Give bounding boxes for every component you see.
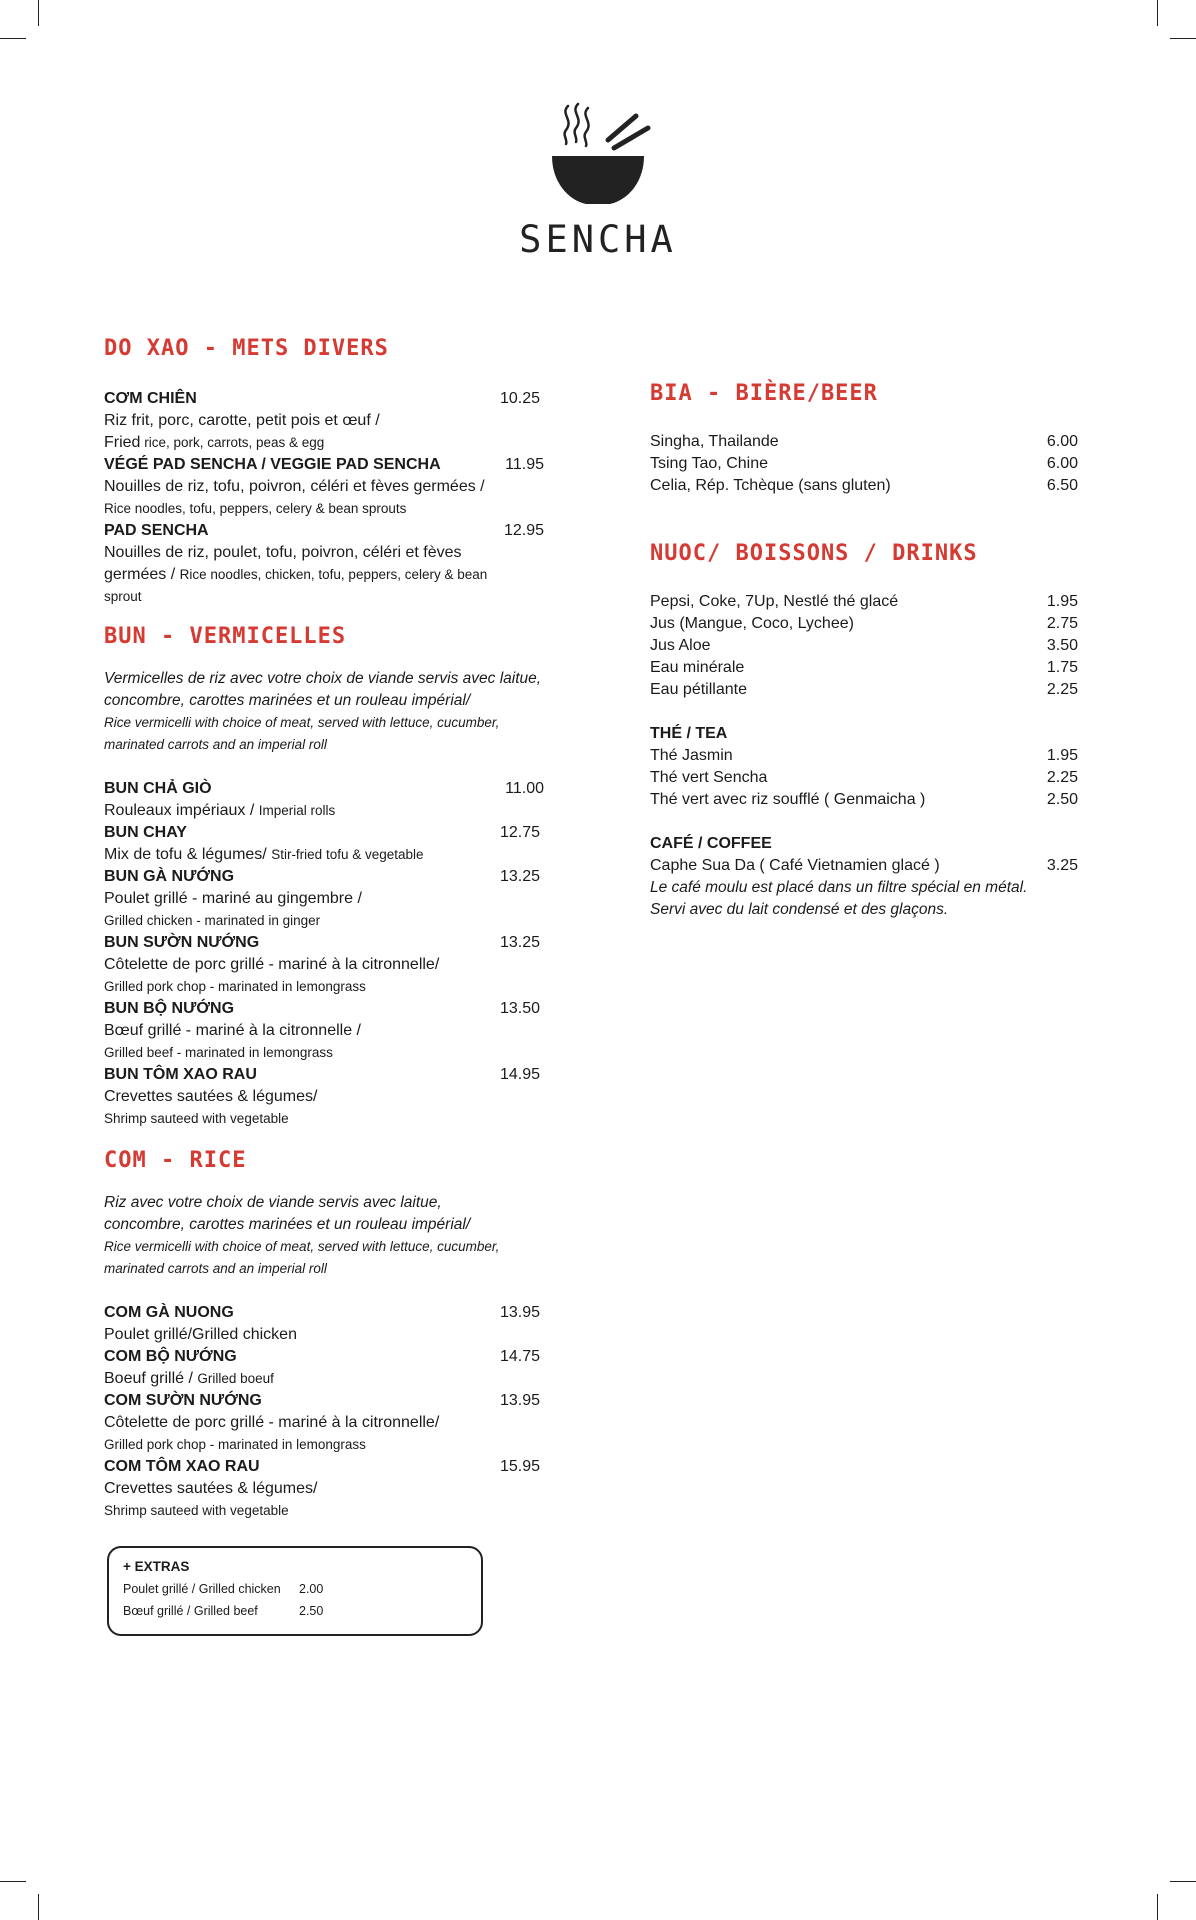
item-description: Mix de tofu & légumes/ (104, 846, 272, 863)
item-name: BUN SƯỜN NƯỚNG (104, 934, 260, 951)
item-name: BUN GÀ NƯỚNG (104, 868, 235, 885)
drink-row (650, 767, 1078, 789)
menu-item (104, 778, 544, 822)
item-description-en: Grilled pork chop - marinated in lemongrass (104, 979, 366, 994)
drink-price: 2.50 (1046, 791, 1078, 808)
drink-name: Thé vert Sencha (650, 769, 768, 786)
crop-mark (38, 0, 39, 26)
extras-row (123, 1600, 481, 1622)
drink-name: Singha, Thailande (650, 433, 779, 450)
logo (0, 100, 1196, 261)
item-price: 13.95 (499, 1392, 540, 1409)
item-description-en: Rice noodles, chicken, tofu, peppers, celery & bean (179, 567, 488, 582)
brand-name: SENCHA (519, 218, 677, 261)
extras-title: + EXTRAS (123, 1559, 190, 1574)
menu-item (104, 822, 544, 866)
section-intro: Riz avec votre choix de viande servis avec laitue, (104, 1194, 442, 1211)
item-description: Bœuf grillé - mariné à la citronnelle / (104, 1022, 361, 1039)
subsection-title-tea: THÉ / TEA (650, 725, 728, 742)
menu-item (104, 1346, 544, 1390)
item-price: 14.75 (499, 1348, 540, 1365)
crop-mark (38, 1894, 39, 1920)
section-intro: concombre, carottes marinées et un rouleau impérial/ (104, 1216, 471, 1233)
drink-row (650, 613, 1078, 635)
item-price: 13.25 (499, 868, 540, 885)
drink-row (650, 453, 1078, 475)
subsection-title-coffee: CAFÉ / COFFEE (650, 835, 772, 852)
item-price: 12.75 (499, 824, 540, 841)
drink-name: Celia, Rép. Tchèque (sans gluten) (650, 477, 891, 494)
extras-row (123, 1578, 481, 1600)
item-price: 13.95 (499, 1304, 540, 1321)
item-description-en: Stir-fried tofu & vegetable (271, 847, 424, 862)
menu-item (104, 1302, 544, 1346)
item-name: BUN CHẢ GIÒ (104, 780, 212, 797)
item-description-en: Shrimp sauteed with vegetable (104, 1503, 289, 1518)
drink-name: Pepsi, Coke, 7Up, Nestlé thé glacé (650, 593, 899, 610)
drink-price: 6.00 (1046, 455, 1078, 472)
menu-item (104, 388, 544, 454)
section-heading-bun: BUN - VERMICELLES (104, 624, 347, 649)
menu-item (104, 454, 544, 520)
spacer (650, 811, 1078, 833)
item-description: Crevettes sautées & légumes/ (104, 1480, 318, 1497)
item-description-en: Shrimp sauteed with vegetable (104, 1111, 289, 1126)
item-description-en-first-word: Fried (104, 434, 141, 451)
item-name: VÉGÉ PAD SENCHA / VEGGIE PAD SENCHA (104, 456, 441, 473)
section-intro: concombre, carottes marinées et un rouleau impérial/ (104, 692, 471, 709)
drink-price: 2.25 (1046, 769, 1078, 786)
drink-name: Thé Jasmin (650, 747, 733, 764)
crop-mark (1170, 38, 1196, 39)
spacer (104, 654, 544, 668)
item-description-en-cont: sprout (104, 589, 142, 604)
item-description-en: Grilled chicken - marinated in ginger (104, 913, 321, 928)
menu-item (104, 932, 544, 998)
spacer (104, 608, 544, 620)
item-name: COM BỘ NƯỚNG (104, 1348, 237, 1365)
menu-item (104, 1064, 544, 1130)
drink-price: 2.75 (1046, 615, 1078, 632)
drink-name: Jus Aloe (650, 637, 711, 654)
crop-mark (1157, 1894, 1158, 1920)
spacer (104, 1178, 544, 1192)
drink-name: Caphe Sua Da ( Café Vietnamien glacé ) (650, 857, 940, 874)
item-description-en: Grilled beef - marinated in lemongrass (104, 1045, 333, 1060)
crop-mark (0, 38, 26, 39)
spacer (104, 756, 544, 778)
menu-item (104, 866, 544, 932)
item-description: Nouilles de riz, poulet, tofu, poivron, céléri et fèves (104, 544, 462, 561)
drink-row (650, 431, 1078, 453)
section-heading-nuoc: NUOC/ BOISSONS / DRINKS (650, 541, 978, 566)
noodle-bowl-icon (538, 100, 658, 212)
section-heading-com: COM - RICE (104, 1148, 247, 1173)
menu-item (104, 520, 544, 608)
coffee-note: Le café moulu est placé dans un filtre spécial en métal. (650, 879, 1028, 896)
drink-name: Tsing Tao, Chine (650, 455, 768, 472)
drink-row (650, 591, 1078, 613)
item-name: COM TÔM XAO RAU (104, 1458, 260, 1475)
extras-price: 2.50 (299, 1604, 324, 1618)
item-name: PAD SENCHA (104, 522, 209, 539)
item-description: Poulet grillé - mariné au gingembre / (104, 890, 362, 907)
drink-price: 3.50 (1046, 637, 1078, 654)
drink-row (650, 745, 1078, 767)
extras-label: Poulet grillé / Grilled chicken (123, 1582, 281, 1596)
extras-price: 2.00 (299, 1582, 324, 1596)
drink-row (650, 475, 1078, 497)
section-heading-bia: BIA - BIÈRE/BEER (650, 381, 878, 406)
drink-row (650, 855, 1078, 877)
item-description-en: Grilled boeuf (197, 1371, 274, 1386)
section-intro-en: Rice vermicelli with choice of meat, served with lettuce, cucumber, (104, 1239, 500, 1254)
crop-mark (1170, 1881, 1196, 1882)
drink-price: 6.50 (1046, 477, 1078, 494)
item-price: 11.95 (505, 456, 544, 473)
item-price: 13.25 (499, 934, 540, 951)
spacer (650, 497, 1078, 537)
item-price: 13.50 (499, 1000, 540, 1017)
item-description: Nouilles de riz, tofu, poivron, céléri et fèves germées / (104, 478, 485, 495)
item-price: 15.95 (499, 1458, 540, 1475)
item-price: 14.95 (499, 1066, 540, 1083)
item-price: 12.95 (503, 522, 544, 539)
spacer (650, 701, 1078, 723)
section-heading-do-xao: DO XAO - METS DIVERS (104, 336, 389, 361)
item-description-en: rice, pork, carrots, peas & egg (140, 435, 325, 450)
drink-price: 2.25 (1046, 681, 1078, 698)
item-name: CƠM CHIÊN (104, 390, 197, 407)
drink-row (650, 657, 1078, 679)
extras-label: Bœuf grillé / Grilled beef (123, 1604, 258, 1618)
drink-row (650, 789, 1078, 811)
drink-name: Eau minérale (650, 659, 745, 676)
menu-item (104, 1456, 544, 1522)
drink-name: Jus (Mangue, Coco, Lychee) (650, 615, 854, 632)
item-description: Poulet grillé/Grilled chicken (104, 1326, 297, 1343)
extras-box (107, 1546, 483, 1636)
item-name: BUN TÔM XAO RAU (104, 1066, 257, 1083)
item-name: BUN CHAY (104, 824, 187, 841)
item-description-en: Rice noodles, tofu, peppers, celery & bean sprouts (104, 501, 407, 516)
item-name: BUN BỘ NƯỚNG (104, 1000, 235, 1017)
drink-row (650, 679, 1078, 701)
section-intro: Vermicelles de riz avec votre choix de viande servis avec laitue, (104, 670, 542, 687)
item-name: COM GÀ NUONG (104, 1304, 234, 1321)
right-column (650, 377, 1078, 921)
item-description: Boeuf grillé / (104, 1370, 198, 1387)
menu-item (104, 998, 544, 1064)
drink-price: 1.75 (1046, 659, 1078, 676)
item-description-fr-cont: germées / (104, 566, 180, 583)
item-description-en: Grilled pork chop - marinated in lemongrass (104, 1437, 366, 1452)
menu-item (104, 1390, 544, 1456)
crop-mark (1157, 0, 1158, 26)
section-intro-en: marinated carrots and an imperial roll (104, 737, 327, 752)
item-description: Rouleaux impériaux / (104, 802, 259, 819)
left-column (104, 332, 544, 1522)
drink-price: 3.25 (1046, 857, 1078, 874)
drink-price: 6.00 (1046, 433, 1078, 450)
spacer (104, 366, 544, 388)
section-intro-en: Rice vermicelli with choice of meat, served with lettuce, cucumber, (104, 715, 500, 730)
spacer (104, 1130, 544, 1144)
drink-price: 1.95 (1046, 747, 1078, 764)
crop-mark (0, 1881, 26, 1882)
drink-row (650, 635, 1078, 657)
item-price: 10.25 (499, 390, 540, 407)
item-description-en: Imperial rolls (258, 803, 336, 818)
coffee-note: Servi avec du lait condensé et des glaçons. (650, 901, 949, 918)
drink-name: Eau pétillante (650, 681, 747, 698)
section-intro-en: marinated carrots and an imperial roll (104, 1261, 327, 1276)
item-price: 11.00 (505, 780, 544, 797)
item-name: COM SƯỜN NƯỚNG (104, 1392, 262, 1409)
item-description: Côtelette de porc grillé - mariné à la citronnelle/ (104, 1414, 440, 1431)
drink-price: 1.95 (1046, 593, 1078, 610)
drink-name: Thé vert avec riz soufflé ( Genmaicha ) (650, 791, 926, 808)
item-description: Crevettes sautées & légumes/ (104, 1088, 318, 1105)
item-description: Riz frit, porc, carotte, petit pois et œuf / (104, 412, 380, 429)
item-description: Côtelette de porc grillé - mariné à la citronnelle/ (104, 956, 440, 973)
spacer (104, 1280, 544, 1302)
